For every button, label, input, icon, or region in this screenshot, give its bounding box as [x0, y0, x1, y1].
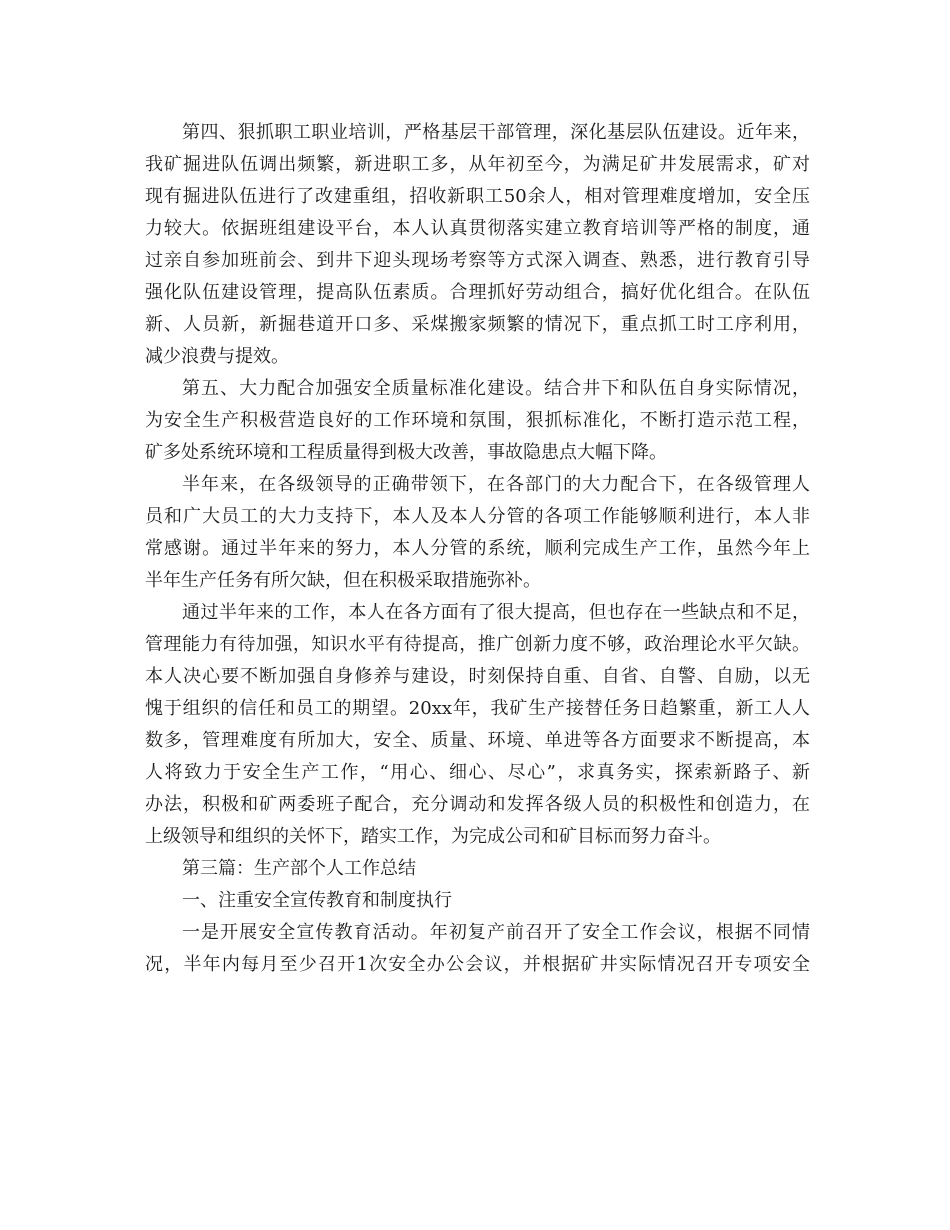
text-line: 为安全生产积极营造良好的工作环境和氛围，狠抓标准化，不断打造示范工程，	[145, 410, 810, 431]
text-line: 过亲自参加班前会、到井下迎头现场考察等方式深入调查、熟悉，进行教育引导	[145, 250, 810, 271]
text-line: 减少浪费与提效。	[145, 346, 289, 367]
text-line: 第四、狠抓职工职业培训，严格基层干部管理，深化基层队伍建设。近年来，	[182, 122, 810, 143]
text-line: 半年来，在各级领导的正确带领下，在各部门的大力配合下，在各级管理人	[182, 474, 810, 495]
text-line: 数多，管理难度有所加大，安全、质量、环境、单进等各方面要求不断提高，本	[145, 730, 810, 751]
text-line: 第三篇：生产部个人工作总结	[182, 858, 416, 879]
text-line: 人将致力于安全生产工作，“用心、细心、尽心”，求真务实，探索新路子、新	[145, 762, 810, 783]
text-line: 通过半年来的工作，本人在各方面有了很大提高，但也存在一些缺点和不足，	[182, 602, 810, 623]
text-line: 常感谢。通过半年来的努力，本人分管的系统，顺利完成生产工作，虽然今年上	[145, 538, 810, 559]
text-line: 第五、大力配合加强安全质量标准化建设。结合井下和队伍自身实际情况，	[182, 378, 810, 399]
document-body	[145, 117, 810, 981]
text-line: 新、人员新，新掘巷道开口多、采煤搬家频繁的情况下，重点抓工时工序利用，	[145, 314, 810, 335]
text-line: 愧于组织的信任和员工的期望。20xx年，我矿生产接替任务日趋繁重，新工人人	[145, 698, 810, 719]
text-line: 我矿掘进队伍调出频繁，新进职工多，从年初至今，为满足矿井发展需求，矿对	[145, 154, 810, 175]
text-line: 力较大。依据班组建设平台，本人认真贯彻落实建立教育培训等严格的制度，通	[145, 218, 810, 239]
text-line: 况，半年内每月至少召开1次安全办公会议，并根据矿井实际情况召开专项安全	[145, 954, 810, 975]
text-line: 办法，积极和矿两委班子配合，充分调动和发挥各级人员的积极性和创造力，在	[145, 794, 810, 815]
text-line: 半年生产任务有所欠缺，但在积极采取措施弥补。	[145, 570, 541, 591]
text-line: 一、注重安全宣传教育和制度执行	[182, 890, 452, 911]
text-line: 管理能力有待加强，知识水平有待提高，推广创新力度不够，政治理论水平欠缺。	[145, 634, 810, 655]
text-line: 员和广大员工的大力支持下，本人及本人分管的各项工作能够顺利进行，本人非	[145, 506, 810, 527]
text-line: 上级领导和组织的关怀下，踏实工作，为完成公司和矿目标而努力奋斗。	[145, 826, 721, 847]
text-line: 强化队伍建设管理，提高队伍素质。合理抓好劳动组合，搞好优化组合。在队伍	[145, 282, 810, 303]
text-line: 一是开展安全宣传教育活动。年初复产前召开了安全工作会议，根据不同情	[182, 922, 810, 943]
text-line: 现有掘进队伍进行了改建重组，招收新职工50余人，相对管理难度增加，安全压	[145, 186, 810, 207]
text-line: 本人决心要不断加强自身修养与建设，时刻保持自重、自省、自警、自励，以无	[145, 666, 810, 687]
text-line: 矿多处系统环境和工程质量得到极大改善，事故隐患点大幅下降。	[145, 442, 667, 463]
